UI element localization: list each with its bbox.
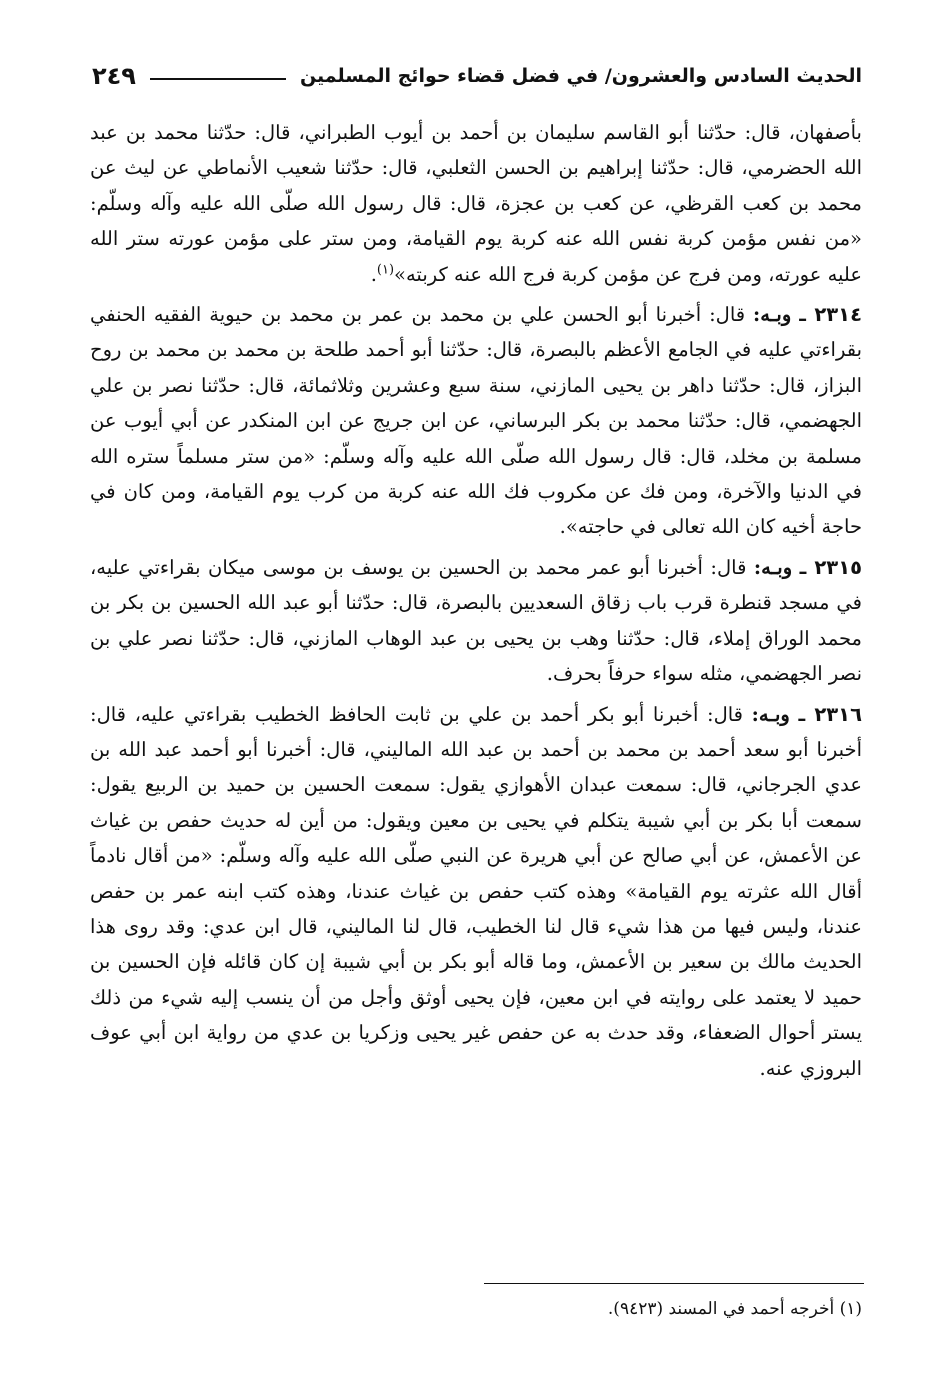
header-rule bbox=[150, 78, 286, 80]
footnote: (١) أخرجه أحمد في المسند (٩٤٢٣). bbox=[607, 1299, 862, 1319]
paragraph-tail: . bbox=[370, 262, 377, 286]
hadith-number: ٢٣١٥ ـ bbox=[799, 555, 862, 579]
footnote-divider bbox=[484, 1283, 864, 1284]
paragraph-tail: . bbox=[559, 515, 566, 539]
hadith-paragraph-2316 bbox=[90, 697, 862, 1086]
paragraph-text: قال: أخبرنا أبو الحسن علي بن محمد بن عمر بن محمد بن حيوية الفقيه الحنفي بقراءتي عليه في الجامع الأعظم بالبصرة، قال: حدّثنا أبو أحمد طلحة بن محمد بن محمد بن روح البزاز، قال: حدّثنا داهر بن يحيى المازني، سنة سبع وعشرين وثلاثمائة، قال: حدّثنا نصر بن علي الجهضمي، قال: حدّثنا محمد بن بكر البرساني، عن ابن جريج عن ابن المنكدر عن أبي أيوب عن مسلمة بن مخلد، قال: قال رسول الله صلّى الله عليه وآله وسلّم: «من ستر مسلماً ستره الله في الدنيا والآخرة، ومن فك عن مكروب فك الله عنه كربة من كرب يوم القيامة، ومن كان في حاجة أخيه كان الله تعالى في حاجته» bbox=[90, 303, 862, 539]
header-title: الحديث السادس والعشرون/ في فضل قضاء حوائج المسلمين bbox=[299, 65, 862, 87]
paragraph-tail: . bbox=[759, 1056, 766, 1080]
hadith-lead: وبـه: bbox=[753, 303, 792, 327]
hadith-number: ٢٣١٦ ـ bbox=[798, 702, 862, 726]
paragraph-text: قال: أخبرنا أبو عمر محمد بن الحسين بن يوسف بن موسى ميكان بقراءتي عليه، في مسجد قنطرة قرب باب زقاق السعديين بالبصرة، قال: حدّثنا أبو عبد الله الحسين بن بكر بن محمد الوراق إملاء، قال: حدّثنا وهب بن يحيى بن عبد الوهاب المازني، قال: حدّثنا نصر علي بن نصر الجهضمي، مثله سواء حرفاً بحرف bbox=[90, 555, 862, 686]
body-text bbox=[90, 115, 862, 1091]
hadith-paragraph-2315 bbox=[90, 550, 862, 692]
hadith-number: ٢٣١٤ ـ bbox=[799, 303, 862, 327]
hadith-lead: وبـه: bbox=[751, 702, 790, 726]
paragraph-text: بأصفهان، قال: حدّثنا أبو القاسم سليمان بن أحمد بن أيوب الطبراني، قال: حدّثنا محمد بن عبد الله الحضرمي، قال: حدّثنا إبراهيم بن الحسن الثعلبي، قال: حدّثنا شعيب الأنماطي عن ليث عن محمد بن كعب القرظي، عن كعب بن عجزة، قال: قال رسول الله صلّى الله عليه وآله وسلّم: «من نفس مؤمن كربة نفس الله عنه كربة يوم القيامة، ومن ستر على مؤمن عورته ستر الله عليه عورته، ومن فرج عن مؤمن كربة فرج الله عنه كربته» bbox=[90, 121, 862, 286]
page-number: ٢٤٩ bbox=[92, 62, 136, 90]
running-header bbox=[92, 56, 862, 96]
hadith-lead: وبـه: bbox=[753, 555, 793, 579]
paragraph-tail: . bbox=[546, 662, 553, 686]
footnote-marker: (١) bbox=[376, 262, 395, 278]
paragraph-continuation bbox=[90, 115, 862, 292]
hadith-paragraph-2314 bbox=[90, 297, 862, 545]
paragraph-text: قال: أخبرنا أبو بكر أحمد بن علي بن ثابت الحافظ الخطيب بقراءتي عليه، قال: أخبرنا أبو سعد أحمد بن محمد بن أحمد بن عبد الله الماليني، قال: أخبرنا أبو أحمد عبد الله بن عدي الجرجاني، قال: سمعت عبدان الأهوازي يقول: سمعت الحسين بن حميد بن الربيع يقول: سمعت أبا بكر بن أبي شيبة يتكلم في يحيى بن معين ويقول: من أين له حديث حفص بن غياث عن الأعمش، عن أبي صالح عن أبي هريرة عن النبي صلّى الله عليه وآله وسلّم: «من أقال نادماً أقال الله عثرته يوم القيامة» وهذه كتب حفص بن غياث عندنا، وهذه كتب ابنه عمر بن حفص عندنا، وليس فيها من هذا شيء قال لنا الخطيب، قال لنا الماليني، قال ابن عدي: وقد روى هذا الحديث مالك بن سعير بن الأعمش، وما قاله أبو بكر بن أبي شيبة إن كان قائله فإن الحسين بن حميد لا يعتمد على روايته في ابن معين، فإن يحيى أوثق وأجل من أن ينسب إليه شيء من ذلك يستر أحوال الضعفاء، وقد حدث به عن حفص غير يحيى وزكريا بن عدي من رواية ابن أبي عوف البروزي عنه bbox=[90, 702, 862, 1080]
